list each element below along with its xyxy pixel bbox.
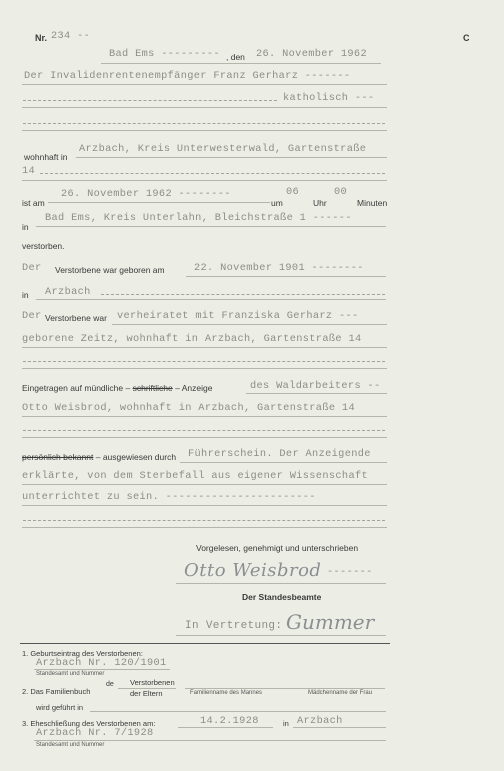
registration-place: Bad Ems ---------	[109, 48, 220, 60]
footnote-separator	[20, 643, 390, 644]
registrar-signature: Gummer	[286, 610, 375, 634]
residence-line-1: Arzbach, Kreis Unterwesterwald, Gartenstraße	[79, 143, 367, 155]
footnote-3-label: 3. Eheschließung des Verstorbenen am:	[22, 719, 156, 728]
vertretung-label: In Vertretung:	[185, 620, 283, 632]
footnote-2-verstorbenen: Verstorbenen	[130, 678, 175, 687]
dash-filler	[23, 123, 385, 124]
informant-line-1: des Waldarbeiters --	[250, 380, 381, 392]
footnote-3-place: Arzbach	[297, 715, 343, 727]
rule	[185, 688, 385, 689]
dash-filler	[23, 100, 277, 101]
death-hour: 06	[286, 186, 300, 198]
rule	[22, 107, 387, 108]
rule	[186, 276, 386, 277]
uhr-label: Uhr	[313, 198, 327, 208]
um-label: um	[271, 198, 283, 208]
footnote-3-sub: Standesamt und Nummer	[36, 742, 105, 748]
rule	[22, 130, 387, 131]
religion: katholisch ---	[283, 92, 375, 104]
minuten-label: Minuten	[357, 198, 388, 208]
registration-label: Eingetragen auf mündliche – schriftliche – Anzeige	[22, 383, 213, 393]
rule	[22, 484, 387, 485]
rule	[22, 416, 387, 417]
series-letter: C	[463, 33, 470, 43]
footnote-2-mann: Familienname des Mannes	[190, 690, 263, 696]
marital-status-line-2: geborene Zeitz, wohnhaft in Arzbach, Gartenstraße 14	[22, 333, 362, 345]
rule	[34, 669, 170, 670]
deceased-line: Der Invalidenrentenempfänger Franz Gerharz -------	[24, 70, 351, 82]
residence-line-2: 14	[22, 165, 36, 177]
footnote-1-value: Arzbach Nr. 120/1901	[36, 657, 167, 669]
ist-am-label: ist am	[22, 198, 45, 208]
registration-date: 26. November 1962	[256, 48, 367, 60]
der-prefix: Der	[22, 310, 42, 322]
footnote-2-eltern: der Eltern	[130, 689, 163, 698]
struck-option: schriftliche	[132, 383, 173, 393]
informant-line-2: Otto Weisbrod, wohnhaft in Arzbach, Gartenstraße 14	[22, 402, 355, 414]
rule	[36, 226, 386, 227]
dash-filler	[23, 430, 385, 431]
identification-line-3: unterrichtet zu sein. -----------------------	[22, 491, 316, 503]
in-label: in	[22, 290, 29, 300]
wohnhaft-label: wohnhaft in	[24, 152, 68, 162]
struck-option: persönlich bekannt	[22, 452, 94, 462]
footnote-3-in: in	[283, 719, 289, 728]
verstorben-label: verstorben.	[22, 241, 65, 251]
in-label: in	[22, 222, 29, 232]
identification-line-2: erklärte, von dem Sterbefall aus eigener Wissenschaft	[22, 470, 369, 482]
signature-dashes: -------	[327, 566, 373, 578]
rule	[176, 583, 386, 584]
dash-filler	[40, 173, 385, 174]
rule	[180, 462, 387, 463]
nr-label: Nr.	[35, 33, 48, 43]
den-label: , den	[226, 52, 245, 62]
rule	[176, 635, 386, 636]
rule	[112, 324, 387, 325]
rule	[101, 63, 381, 64]
dash-filler	[23, 361, 385, 362]
geboren-label: Verstorbene war geboren am	[55, 265, 165, 275]
marital-status-line-1: verheiratet mit Franziska Gerharz ---	[117, 310, 359, 322]
footnote-2-der: de	[106, 681, 114, 688]
footnote-2-frau: Mädchenname der Frau	[308, 690, 373, 696]
birth-place: Arzbach	[45, 286, 91, 298]
rule	[22, 180, 387, 181]
rule	[48, 202, 270, 203]
rule	[22, 505, 387, 506]
rule	[36, 299, 386, 300]
rule	[34, 740, 386, 741]
rule	[76, 157, 387, 158]
footnote-1-label: 1. Geburtseintrag des Verstorbenen:	[22, 649, 143, 658]
dash-filler	[101, 294, 385, 295]
record-number: 234 --	[51, 30, 91, 42]
footnote-1-sub: Standesamt und Nummer	[36, 671, 105, 677]
rule	[22, 368, 387, 369]
registrar-title: Der Standesbeamte	[242, 592, 322, 602]
rule	[22, 84, 387, 85]
identification-line-1: Führerschein. Der Anzeigende	[188, 448, 371, 460]
footnote-2-wird: wird geführt in	[36, 703, 84, 712]
read-approved-line: Vorgelesen, genehmigt und unterschrieben	[196, 543, 359, 553]
rule	[178, 727, 273, 728]
identification-label: persönlich bekannt – ausgewiesen durch	[22, 452, 177, 462]
footnote-2-label: 2. Das Familienbuch	[22, 687, 91, 696]
death-minutes: 00	[334, 186, 348, 198]
death-place: Bad Ems, Kreis Unterlahn, Bleichstraße 1 ------	[45, 212, 352, 224]
rule	[22, 437, 387, 438]
birth-date: 22. November 1901 --------	[194, 262, 364, 274]
informant-signature: Otto Weisbrod	[184, 560, 322, 581]
rule	[22, 347, 387, 348]
footnote-3-date: 14.2.1928	[200, 715, 259, 727]
rule	[90, 711, 386, 712]
dash-filler	[23, 520, 385, 521]
death-date: 26. November 1962 --------	[61, 188, 231, 200]
rule	[246, 393, 387, 394]
rule	[293, 727, 386, 728]
marital-label: Verstorbene war	[45, 313, 107, 323]
der-prefix: Der	[22, 262, 42, 274]
rule	[22, 527, 387, 528]
footnote-3-value: Arzbach Nr. 7/1928	[36, 727, 154, 739]
